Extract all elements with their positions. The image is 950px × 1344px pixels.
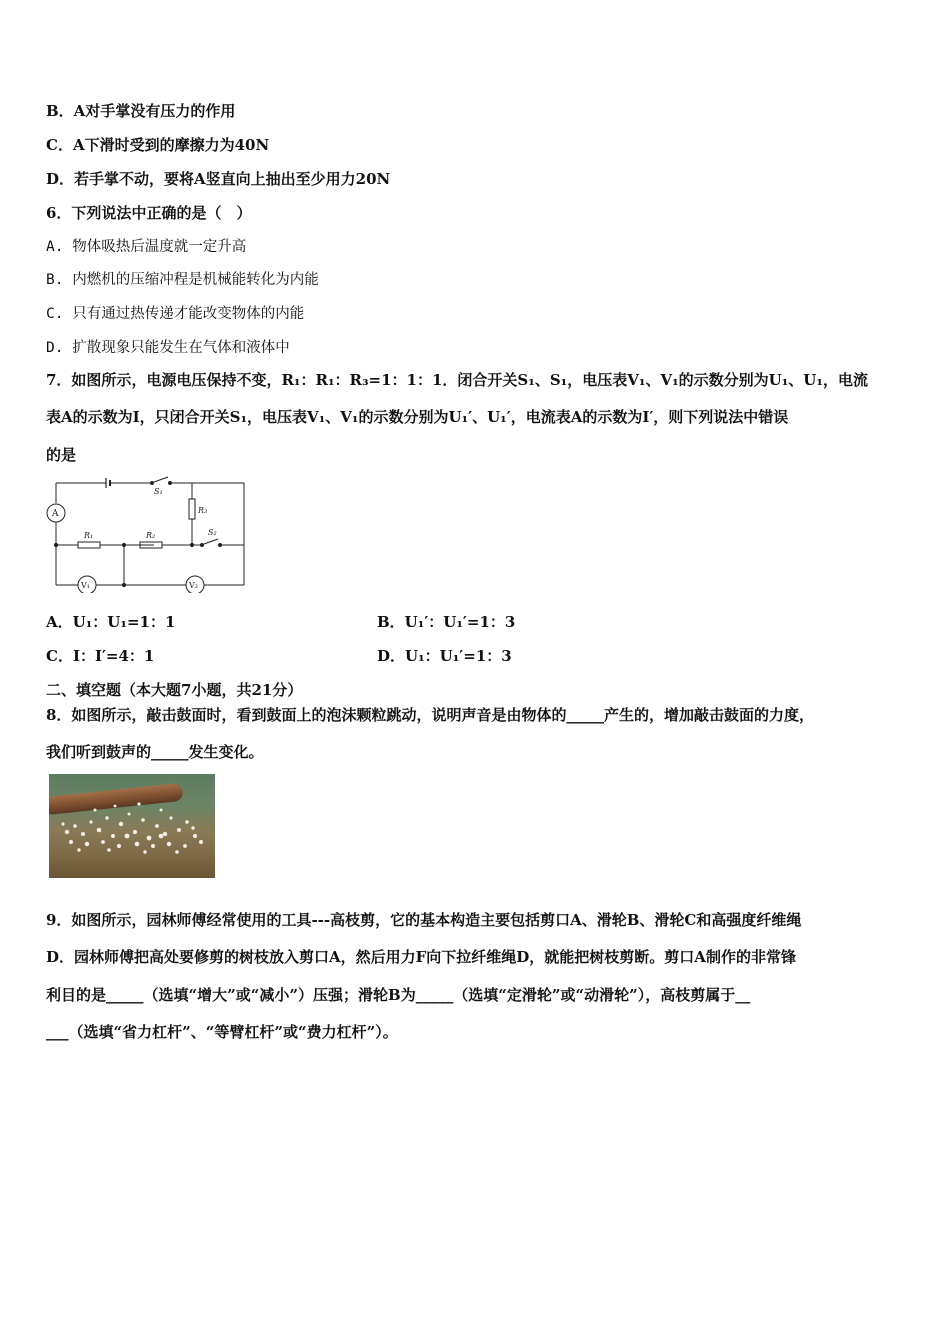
circuit-s1-label: S₁ [154,487,163,496]
q6-stem: 6．下列说法中正确的是（ ） [46,204,252,222]
q9-stem-line3: 利目的是_____（选填“增大”或“减小”）压强；滑轮B为_____（选填“定滑轮”或“动滑轮”），高枝剪属于__ [46,986,751,1004]
q8-stem-line1: 8．如图所示，敲击鼓面时，看到鼓面上的泡沫颗粒跳动，说明声音是由物体的_____产生的，增加敲击鼓面的力度， [46,706,814,724]
q8-stem-line2: 我们听到鼓声的_____发生变化。 [46,743,264,761]
q7-circuit-diagram [44,475,250,593]
q6-option-b: B. 内燃机的压缩冲程是机械能转化为内能 [46,272,319,288]
q9-stem-line4: ___（选填“省力杠杆”、“等臂杠杆”或“费力杠杆”）。 [46,1023,398,1041]
q5-option-d: D．若手掌不动，要将A竖直向上抽出至少用力20N [46,170,391,188]
q7-option-d: D．U₁：U₁′=1：3 [377,647,512,665]
q9-stem-line2: D．园林师傅把高处要修剪的树枝放入剪口A，然后用力F向下拉纤维绳D，就能把树枝剪断。剪口A制作的非常锋 [46,948,796,966]
section-heading: 二、填空题（本大题7小题，共21分） [46,681,303,699]
q7-option-c: C．I：I′=4：1 [46,647,155,665]
foam-particles [49,774,215,878]
circuit-r1-label: R₁ [84,531,94,540]
q6-option-c: C. 只有通过热传递才能改变物体的内能 [46,306,305,322]
q7-stem-line3: 的是 [46,446,77,464]
q7-option-a: A．U₁：U₁=1：1 [46,613,176,631]
q9-stem-line1: 9．如图所示，园林师傅经常使用的工具---高枝剪，它的基本构造主要包括剪口A、滑轮B、滑轮C和高强度纤维绳 [46,911,802,929]
circuit-ammeter-label: A [52,509,59,519]
q6-option-d: D. 扩散现象只能发生在气体和液体中 [46,340,290,356]
q5-option-c: C．A下滑时受到的摩擦力为40N [46,136,270,154]
q6-option-a: A. 物体吸热后温度就一定升高 [46,239,247,255]
circuit-v2-label: V₂ [189,581,198,590]
circuit-r3-label: R₃ [198,506,208,515]
q5-option-b: B．A对手掌没有压力的作用 [46,102,236,120]
circuit-s2-label: S₂ [208,528,217,537]
drum-foam-photo [49,774,215,878]
circuit-r2-label: R₂ [146,531,156,540]
q7-stem-line1: 7．如图所示，电源电压保持不变，R₁：R₁：R₃=1：1：1．闭合开关S₁、S₁，电压表V₁、V₁的示数分别为U₁、U₁，电流 [46,371,868,389]
circuit-v1-label: V₁ [81,581,90,590]
q7-stem-line2: 表A的示数为I，只闭合开关S₁，电压表V₁、V₁的示数分别为U₁′、U₁′，电流表A的示数为I′，则下列说法中错误 [46,408,789,426]
q7-option-b: B．U₁′：U₁′=1：3 [377,613,516,631]
